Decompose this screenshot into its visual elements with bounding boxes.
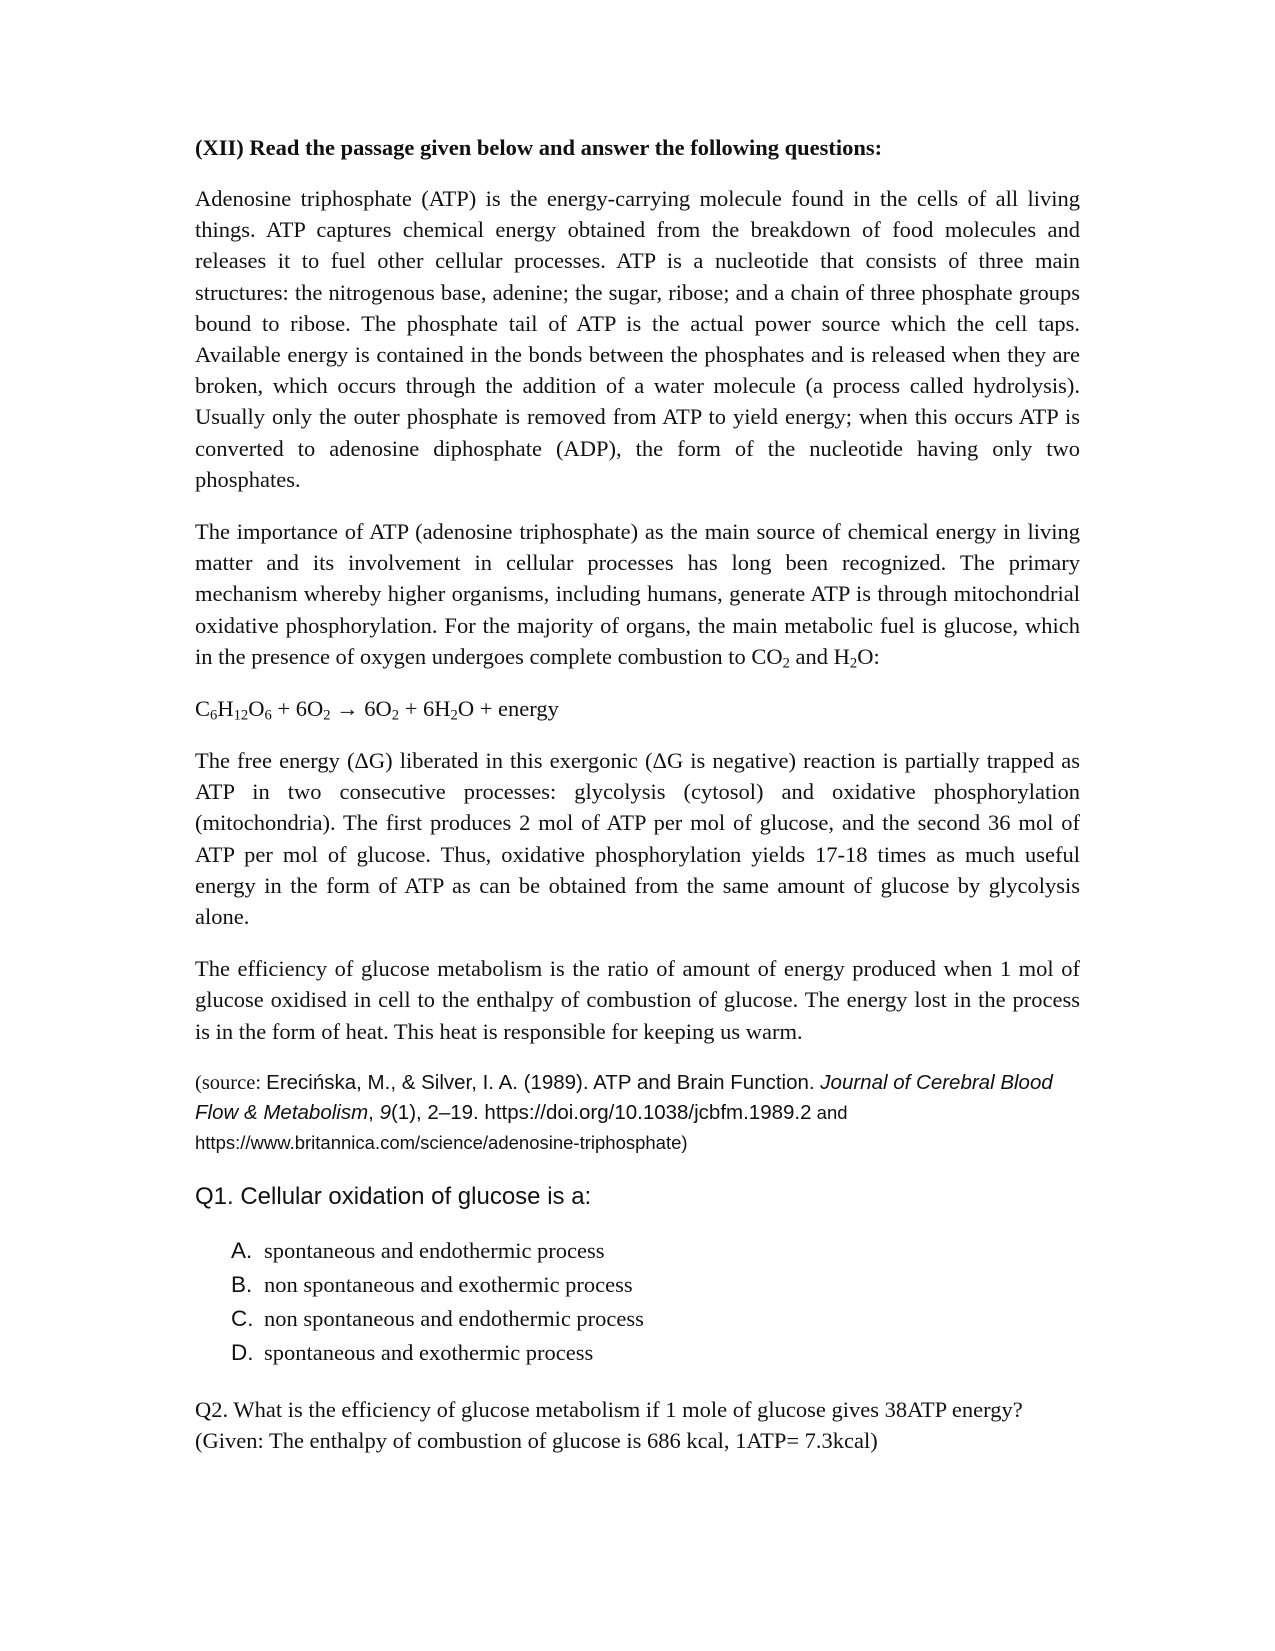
subscript: 2 [450,707,458,724]
section-heading: (XII) Read the passage given below and answer the following questions: [195,135,883,160]
citation-journal: Journal of Cerebral Blood Flow & Metabolism [195,1070,1053,1124]
question-1: Q1. Cellular oxidation of glucose is a: [195,1182,592,1210]
option-c [195,1302,1080,1336]
source-citation [195,1068,1080,1158]
paragraph-atp-importance [195,516,1080,672]
option-b [195,1268,1080,1302]
question-1-options [195,1234,1080,1370]
option-a [195,1234,1080,1268]
citation-doi: (1), 2–19. https://doi.org/10.1038/jcbfm.1989.2 [390,1100,812,1124]
equation-text: H [217,696,234,722]
subscript: 2 [391,707,400,724]
option-d [195,1336,1080,1370]
paragraph-text: The importance of ATP (adenosine triphosphate) as the main source of chemical energy in living matter and its involvement in cellular processes has long been recognized. The primary mechanism whereby higher organisms, including humans, generate ATP is through mitochondrial oxidative phosphorylation. For the majority of organs, the main metabolic fuel is glucose, which in the presence of oxygen undergoes complete combustion to CO [195,519,1080,669]
paragraph-atp-structure: Adenosine triphosphate (ATP) is the energy-carrying molecule found in the cells of all living things. ATP captures chemical energy obtained from the breakdown of food molecules and releases it to fuel other cellular processes. ATP is a nucleotide that consists of three main structures: the nitrogenous base, adenine; the sugar, ribose; and a chain of three phosphate groups bound to ribose. The phosphate tail of ATP is the actual power source which the cell taps. Available energy is contained in the bonds between the phosphates and is released when they are broken, which occurs through the addition of a water molecule (a process called hydrolysis). Usually only the outer phosphate is removed from ATP to yield energy; when this occurs ATP is converted to adenosine diphosphate (ADP), the form of the nucleotide having only two phosphates. [195,186,1080,492]
option-text: non spontaneous and exothermic process [264,1271,633,1297]
citation-volume: 9 [379,1100,391,1124]
equation-text: C [195,696,211,722]
question-2: Q2. What is the efficiency of glucose metabolism if 1 mole of glucose gives 38ATP energy?(Given: The enthalpy of combustion of glucose is 686 kcal, 1ATP= 7.3kcal) [195,1396,1023,1453]
equation-text: 6O [364,696,392,722]
citation-authors: Erecińska, M., & Silver, I. A. (1989). ATP and Brain Function. [266,1070,821,1094]
arrow-icon: → [330,696,365,722]
subscript: 2 [782,655,790,672]
equation-text: + 6H [399,696,451,722]
equation-text: O + energy [457,696,559,722]
document-page [195,132,1080,1456]
citation-britannica-url: https://www.britannica.com/science/adenosine-triphosphate) [195,1131,688,1153]
subscript: 6 [210,707,218,724]
paragraph-efficiency: The efficiency of glucose metabolism is the ratio of amount of energy produced when 1 mol of glucose oxidised in cell to the enthalpy of combustion of glucose. The energy lost in the process is in the form of heat. This heat is responsible for keeping us warm. [195,956,1080,1044]
subscript: 2 [849,655,858,672]
subscript: 12 [233,707,249,724]
subscript: 6 [264,707,272,724]
citation-comma: , [368,1100,380,1124]
glucose-combustion-equation [195,693,1080,724]
paragraph-text: O: [857,643,880,669]
option-text: spontaneous and exothermic process [264,1339,594,1365]
equation-text: + 6O [271,696,324,722]
option-text: non spontaneous and endothermic process [264,1305,644,1331]
equation-text: O [248,696,265,722]
option-text: spontaneous and endothermic process [264,1237,605,1263]
citation-open: (source: [195,1071,267,1094]
option-letter: C. [231,1305,254,1331]
option-letter: D. [231,1339,254,1365]
option-letter: A. [231,1237,253,1263]
paragraph-free-energy: The free energy (ΔG) liberated in this exergonic (ΔG is negative) reaction is partially trapped as ATP in two consecutive processes: glycolysis (cytosol) and oxidative phosphorylation (mitochondria). The first produces 2 mol of ATP per mol of glucose, and the second 36 mol of ATP per mol of glucose. Thus, oxidative phosphorylation yields 17-18 times as much useful energy in the form of ATP as can be obtained from the same amount of glucose by glycolysis alone. [195,748,1080,930]
option-letter: B. [231,1271,253,1297]
paragraph-text: and H [789,643,850,669]
subscript: 2 [323,707,331,724]
citation-and: and [811,1101,848,1123]
